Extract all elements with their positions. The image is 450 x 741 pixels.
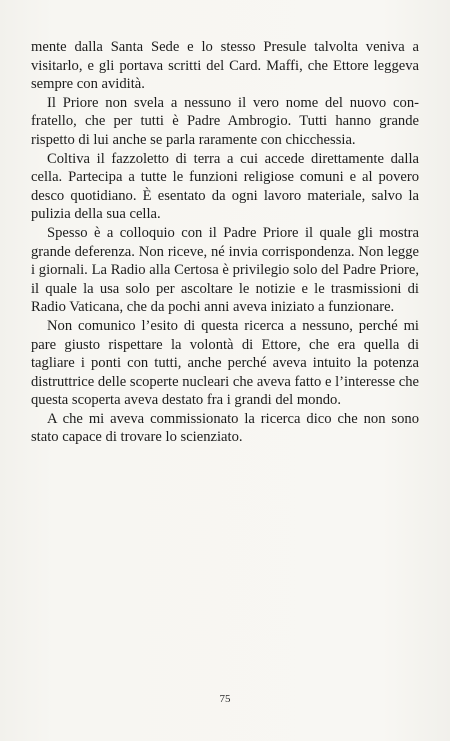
body-text xyxy=(31,38,419,447)
paragraph-4: Spesso è a colloquio con il Padre Priore il quale gli mostra grande deferenza. Non riceve, né invia corrispondenza. Non legge i giornali. La Radio alla Certosa è privilegio solo del Padre Priore, il quale la usa solo per ascoltare le notizie e le trasmissioni di Radio Vaticana, che da pochi anni aveva iniziato a funzionare. xyxy=(31,224,419,316)
paragraph-1: mente dalla Santa Sede e lo stesso Presule talvolta veniva a visitarlo, e gli portava scritti del Card. Maffi, che Ettore leggeva sempre con avidità. xyxy=(31,39,419,93)
page-number: 75 xyxy=(219,693,231,705)
paragraph-2: Il Priore non svela a nessuno il vero nome del nuovo confratello, che per tutti è Padre Ambrogio. Tutti hanno grande rispetto di lui anche se parla raramente con chicchessia. xyxy=(31,94,419,148)
paragraph-5: Non comunico l’esito di questa ricerca a nessuno, perché mi pare giusto rispettare la volontà di Ettore, che era quella di tagliare i ponti con tutti, anche perché aveva intuito la potenza distruttrice delle scoperte nucleari che aveva fatto e l’interesse che questa scoperta aveva destato fra i grandi del mondo. xyxy=(31,317,419,409)
paragraph-3: Coltiva il fazzoletto di terra a cui accede direttamente dalla cella. Partecipa a tutte le funzioni religiose comuni e al povero desco quotidiano. È esentato da ogni lavoro materiale, salvo la pulizia della sua cella. xyxy=(31,150,419,223)
paragraph-6: A che mi aveva commissionato la ricerca dico che non sono stato capace di trovare lo scienziato. xyxy=(31,410,419,446)
